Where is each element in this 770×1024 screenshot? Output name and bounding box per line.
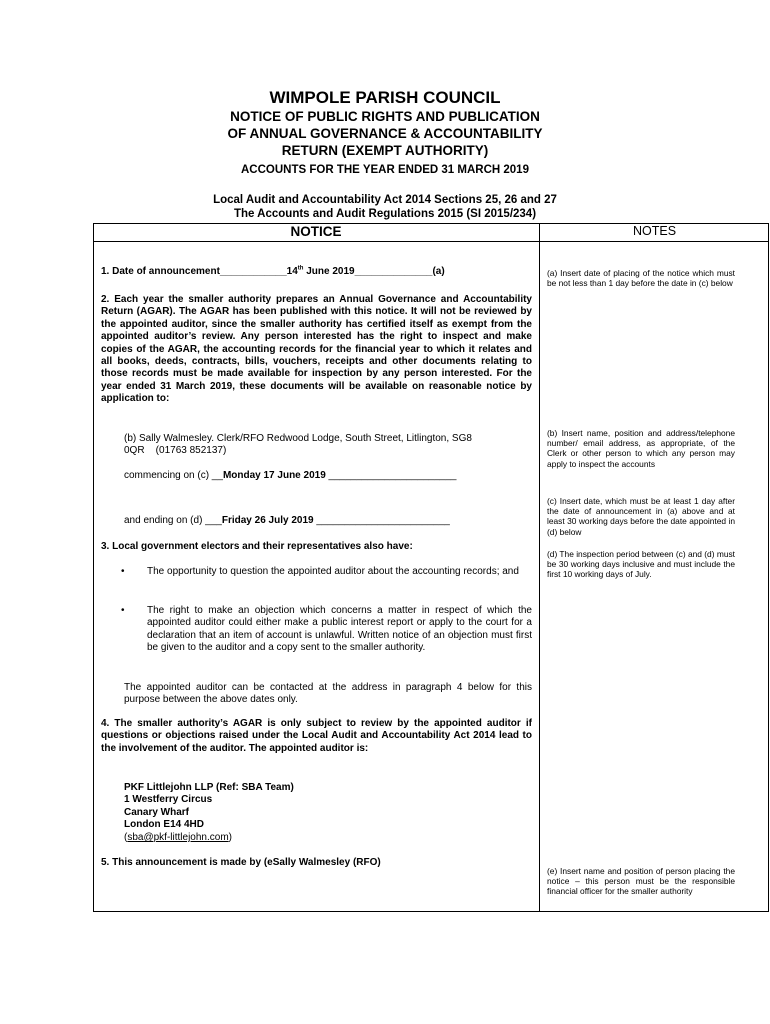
email-close: ) <box>228 832 232 843</box>
date-of-announcement <box>101 266 532 278</box>
note-d: (d) The inspection period between (c) and (d) must be 30 working days inclusive and must include the first 10 working days of July. <box>547 549 735 580</box>
commencing-on <box>124 470 532 482</box>
section-3-heading: 3. Local government electors and their representatives also have: <box>101 541 413 552</box>
announcement-sup: th <box>297 265 304 272</box>
note-b: (b) Insert name, position and address/telephone number/ email address, as appropriate, of the Clerk or other person to which any person may apply to inspect the accounts <box>547 428 735 469</box>
address-line-3: Canary Wharf <box>124 806 190 818</box>
section-4-text: 4. The smaller authority’s AGAR is only subject to review by the appointed auditor if questions or objections raised under the Local Audit and Accountability Act 2014 lead to the involvement of the auditor. The appointed auditor is: <box>101 718 532 754</box>
contact-line-1: (b) Sally Walmesley. Clerk/RFO Redwood Lodge, South Street, Litlington, SG8 <box>124 433 472 444</box>
section-2-text: 2. Each year the smaller authority prepares an Annual Governance and Accountability Return (AGAR). The AGAR has been published with this notice. It will not be reviewed by the appointed auditor, since the smaller authority has certified itself as exempt from the appointed auditor’s review. Any person interested has the right to inspect and make copies of the AGAR, the accounting records for the financial year to which it relates and all books, deeds, contracts, bills, vouchers, receipts and other documents relating to those records must be made available for inspection by any person interested. For the year ended 31 March 2019, these documents will be available on reasonable notice by application to: <box>101 294 532 405</box>
act-reference-2: The Accounts and Audit Regulations 2015 (SI 2015/234) <box>233 208 537 220</box>
commencing-prefix: commencing on (c) __ <box>124 470 223 481</box>
address-line-4: London E14 4HD <box>124 819 205 831</box>
council-title: WIMPOLE PARISH COUNCIL <box>269 88 501 107</box>
contact-line-2: 0QR (01763 852137) <box>124 445 227 457</box>
section-5-text: 5. This announcement is made by (eSally Walmesley (RFO) <box>101 857 381 868</box>
bullet-1-marker: • <box>121 566 125 577</box>
announcement-rest: June 2019______________(a) <box>303 266 445 277</box>
subtitle-line-2: OF ANNUAL GOVERNANCE & ACCOUNTABILITY <box>227 126 543 141</box>
notice-column-header: NOTICE <box>290 224 342 239</box>
email-open: ( <box>124 832 128 843</box>
notes-column-header: NOTES <box>632 224 677 238</box>
bullet-2-marker: • <box>121 605 125 616</box>
auditor-address <box>124 782 532 832</box>
contact-details <box>124 433 532 458</box>
notice-subtitle <box>0 108 770 159</box>
subtitle-line-3: RETURN (EXEMPT AUTHORITY) <box>281 143 489 158</box>
note-a: (a) Insert date of placing of the notice which must be not less than 1 day before the date in (c) below <box>547 268 735 289</box>
column-divider <box>539 223 540 912</box>
address-line-1: PKF Littlejohn LLP (Ref: SBA Team) <box>124 782 294 793</box>
note-e: (e) Insert name and position of person placing the notice – this person must be the responsible financial officer for the smaller authority <box>547 866 735 897</box>
bullet-1-text: The opportunity to question the appointed auditor about the accounting records; and <box>147 566 519 577</box>
header-divider <box>93 241 769 242</box>
note-c: (c) Insert date, which must be at least 1 day after the date of announcement in (a) above and at least 30 working days before the date appointed in (d) below <box>547 496 735 537</box>
ending-date: Friday 26 July 2019 <box>221 515 314 526</box>
ending-suffix: ________________________ <box>313 515 450 526</box>
auditor-email-link[interactable]: sba@pkf-littlejohn.com <box>127 832 229 843</box>
bullet-2-text: The right to make an objection which concerns a matter in respect of which the appointed auditor could either make a public interest report or apply to the court for a declaration that an item of account is unlawful. Written notice of an objection must first be given to the auditor and a copy sent to the smaller authority. <box>147 605 532 654</box>
auditor-email-line <box>124 832 532 844</box>
ending-prefix: and ending on (d) ___ <box>124 515 222 526</box>
act-reference-1: Local Audit and Accountability Act 2014 Sections 25, 26 and 27 <box>213 194 557 206</box>
subtitle-line-1: NOTICE OF PUBLIC RIGHTS AND PUBLICATION <box>230 109 540 124</box>
commencing-suffix: _______________________ <box>325 470 457 481</box>
auditor-contact-note: The appointed auditor can be contacted at the address in paragraph 4 below for this purpose between the above dates only. <box>124 682 532 706</box>
accounts-year: ACCOUNTS FOR THE YEAR ENDED 31 MARCH 2019 <box>241 164 529 176</box>
announcement-label: 1. Date of announcement____________14 <box>101 266 298 277</box>
ending-on <box>124 515 532 527</box>
address-line-2: 1 Westferry Circus <box>124 794 213 806</box>
commencing-date: Monday 17 June 2019 <box>222 470 326 481</box>
